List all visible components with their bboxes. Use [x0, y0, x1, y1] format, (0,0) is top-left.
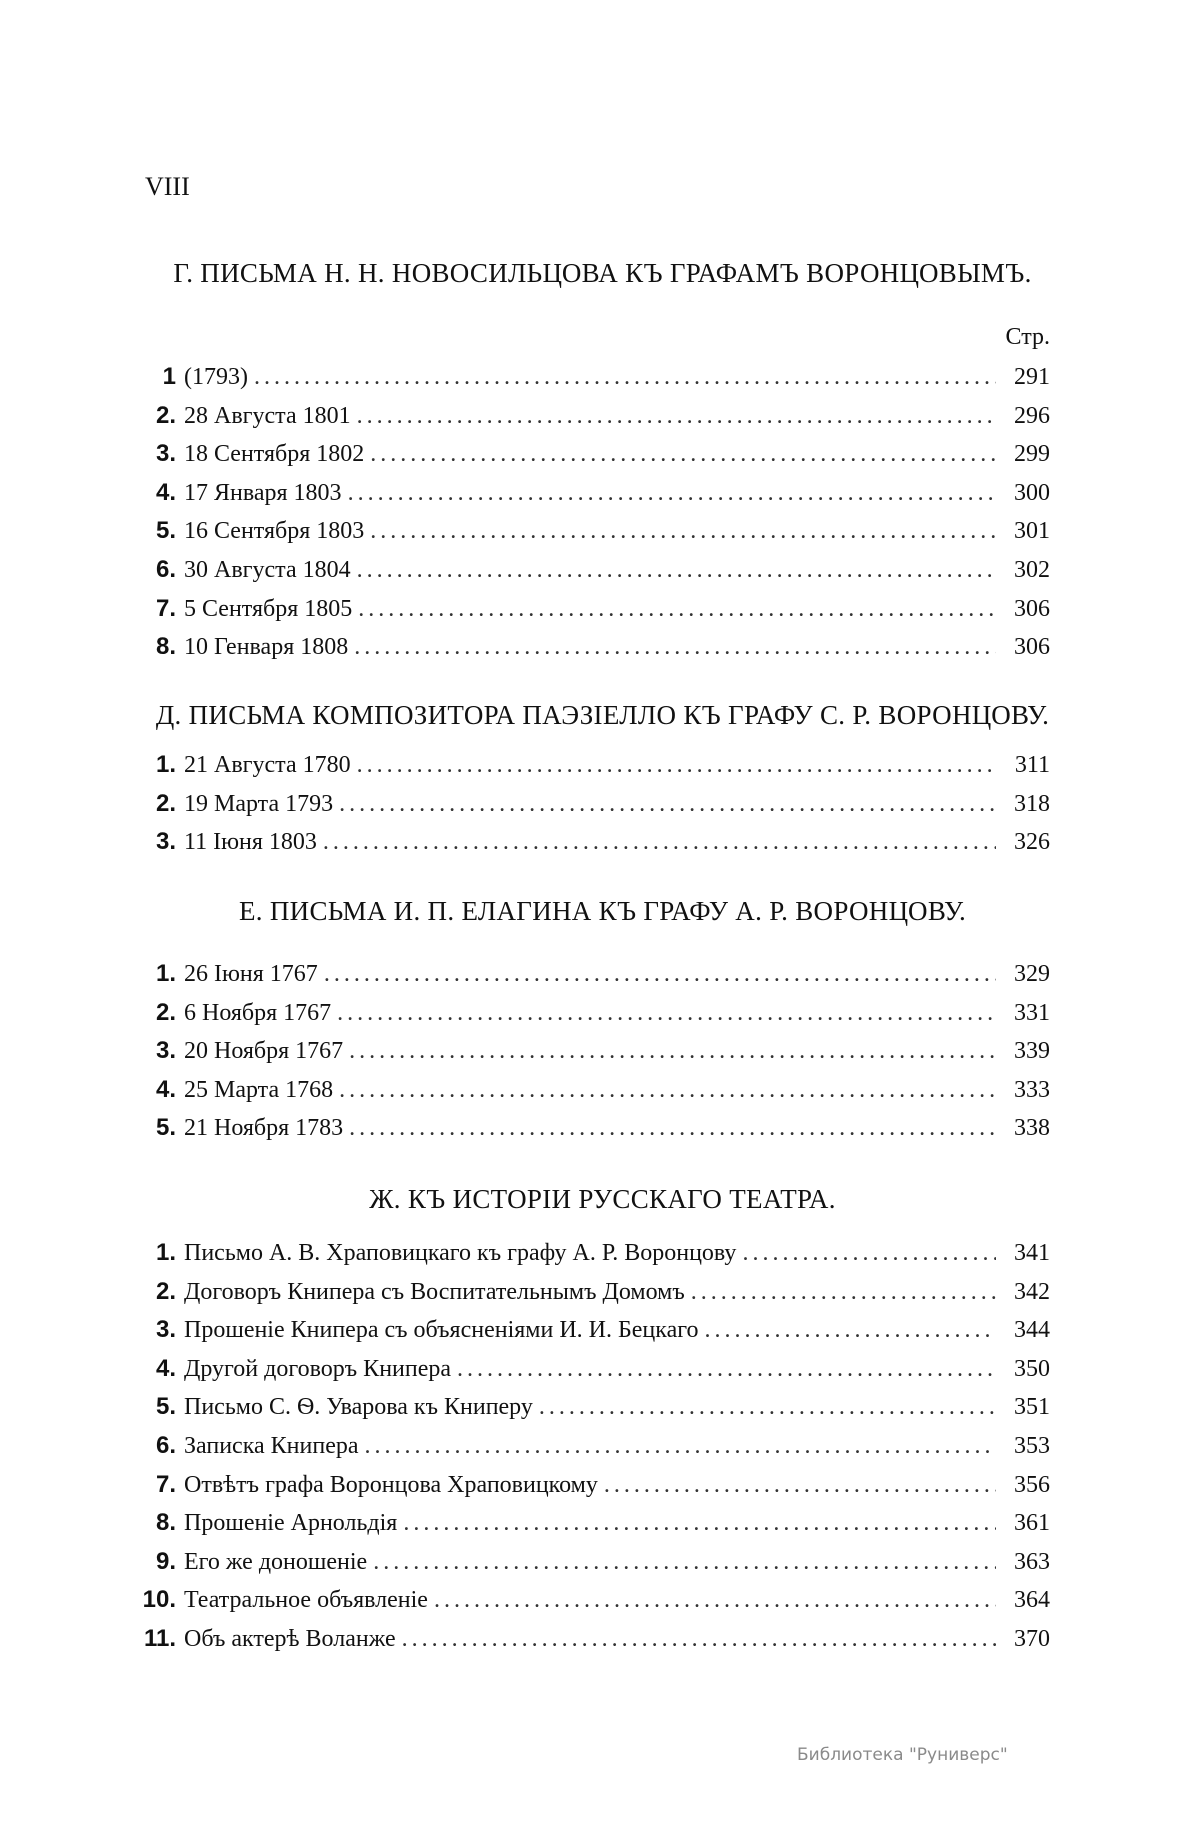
- entry-number: 8.: [155, 1509, 176, 1537]
- entry-page: 361: [1014, 1510, 1050, 1537]
- toc-entry: [130, 1427, 1050, 1466]
- entry-number: 3.: [155, 828, 176, 856]
- toc-entry: [130, 474, 1050, 513]
- toc-entry: [130, 1071, 1050, 1110]
- entry-title: Театральное объявленіе: [184, 1587, 428, 1614]
- dot-leader: [357, 747, 996, 785]
- toc-entry: [130, 1620, 1050, 1659]
- entry-number: 6.: [155, 555, 176, 583]
- entry-page: 363: [1014, 1548, 1050, 1575]
- entry-title: 20 Ноября 1767: [184, 1038, 344, 1065]
- entry-title: 16 Сентября 1803: [184, 518, 365, 545]
- dot-leader: [742, 1234, 996, 1273]
- entry-number: 1.: [155, 751, 176, 778]
- entry-title: 21 Ноября 1783: [184, 1115, 344, 1142]
- dot-leader: [457, 1350, 996, 1389]
- entry-page: 296: [1014, 402, 1050, 429]
- entry-title: (1793): [184, 364, 248, 390]
- entry-number: 1: [162, 363, 176, 390]
- entry-page: 302: [1014, 556, 1050, 583]
- dot-leader: [354, 629, 996, 667]
- dot-leader: [539, 1388, 996, 1427]
- entry-number: 5.: [155, 1114, 176, 1142]
- toc-entry: [130, 823, 1050, 862]
- page-number: VIII: [145, 172, 190, 201]
- dot-leader: [704, 1311, 996, 1350]
- entry-title: Другой договоръ Книпера: [184, 1355, 452, 1382]
- dot-leader: [349, 1033, 996, 1071]
- entry-title: 6 Ноября 1767: [184, 999, 332, 1026]
- section-title-g: Г. ПИСЬМА Н. Н. НОВОСИЛЬЦОВА КЪ ГРАФАМЪ ВОРОНЦОВЫМЪ.: [173, 258, 1032, 288]
- toc-entry: [130, 1581, 1050, 1620]
- entry-title: Его же доношеніе: [184, 1548, 368, 1575]
- entry-title: Прошеніе Арнольдія: [184, 1510, 398, 1537]
- entry-number: 4.: [155, 1075, 176, 1103]
- entry-title: 26 Іюня 1767: [184, 961, 318, 987]
- toc-entry: [130, 1388, 1050, 1427]
- toc-entry: [130, 628, 1050, 667]
- entry-page: 326: [1014, 829, 1050, 856]
- entry-page: 318: [1014, 790, 1050, 817]
- entry-number: 6.: [155, 1431, 176, 1459]
- dot-leader: [691, 1273, 996, 1312]
- page-column-label: Стр.: [1005, 324, 1050, 350]
- entry-page: 350: [1014, 1355, 1050, 1382]
- entry-title: Договоръ Книпера съ Воспитательнымъ Домомъ: [184, 1278, 685, 1305]
- dot-leader: [403, 1504, 996, 1543]
- dot-leader: [337, 995, 996, 1033]
- toc-entry: [130, 1273, 1050, 1312]
- entry-page: 370: [1014, 1625, 1050, 1652]
- toc-entry: [130, 397, 1050, 436]
- entry-title: 25 Марта 1768: [184, 1076, 334, 1103]
- entry-number: 3.: [155, 1316, 176, 1344]
- toc-entry: [130, 1234, 1050, 1273]
- entry-number: 11.: [143, 1624, 176, 1652]
- toc-entry: [130, 358, 1050, 397]
- toc-entry: [130, 1466, 1050, 1505]
- entry-number: 2.: [155, 789, 176, 817]
- entry-title: 28 Августа 1801: [184, 402, 351, 429]
- entry-number: 5.: [155, 1393, 176, 1421]
- toc-entry: [130, 512, 1050, 551]
- entry-page: 353: [1014, 1432, 1050, 1459]
- entry-number: 4.: [155, 478, 176, 506]
- entry-page: 301: [1014, 518, 1050, 545]
- section-title-d: Д. ПИСЬМА КОМПОЗИТОРА ПАЭЗІЕЛЛО КЪ ГРАФУ С. Р. ВОРОНЦОВУ.: [155, 700, 1050, 730]
- section-list-zh: [130, 1234, 1050, 1659]
- entry-title: Письмо С. Ѳ. Уварова къ Книперу: [184, 1394, 533, 1421]
- dot-leader: [604, 1466, 996, 1505]
- entry-title: 5 Сентября 1805: [184, 595, 353, 622]
- entry-number: 5.: [155, 517, 176, 545]
- entry-page: 329: [1014, 961, 1050, 987]
- entry-number: 1.: [155, 960, 176, 987]
- entry-title: 19 Марта 1793: [184, 790, 334, 817]
- entry-number: 7.: [155, 594, 176, 622]
- dot-leader: [324, 956, 996, 994]
- entry-number: 8.: [155, 633, 176, 661]
- section-title-zh: Ж. КЪ ИСТОРІИ РУССКАГО ТЕАТРА.: [369, 1184, 836, 1214]
- entry-page: 306: [1014, 595, 1050, 622]
- entry-number: 2.: [155, 1277, 176, 1305]
- entry-number: 1.: [155, 1239, 176, 1266]
- entry-page: 299: [1014, 441, 1050, 468]
- section-title-e: Е. ПИСЬМА И. П. ЕЛАГИНА КЪ ГРАФУ А. Р. ВОРОНЦОВУ.: [238, 896, 967, 926]
- toc-entry: [130, 955, 1050, 994]
- dot-leader: [365, 1427, 997, 1466]
- entry-title: 21 Августа 1780: [184, 752, 351, 778]
- entry-title: 11 Іюня 1803: [184, 829, 317, 856]
- entry-title: 18 Сентября 1802: [184, 441, 365, 468]
- toc-entry: [130, 994, 1050, 1033]
- section-list-d: [130, 746, 1050, 862]
- toc-entry: [130, 1032, 1050, 1071]
- entry-page: 356: [1014, 1471, 1050, 1498]
- dot-leader: [370, 513, 996, 551]
- toc-entry: [130, 785, 1050, 824]
- entry-page: 351: [1014, 1394, 1050, 1421]
- entry-title: 17 Января 1803: [184, 479, 342, 506]
- entry-page: 300: [1014, 479, 1050, 506]
- toc-entry: [130, 1311, 1050, 1350]
- dot-leader: [357, 552, 996, 590]
- entry-page: 341: [1014, 1240, 1050, 1266]
- dot-leader: [323, 824, 996, 862]
- toc-entry: [130, 1109, 1050, 1148]
- dot-leader: [402, 1620, 996, 1659]
- entry-page: 311: [1014, 752, 1050, 778]
- dot-leader: [357, 398, 996, 436]
- entry-page: 342: [1014, 1278, 1050, 1305]
- dot-leader: [358, 591, 996, 629]
- toc-entry: [130, 590, 1050, 629]
- entry-page: 344: [1014, 1317, 1050, 1344]
- entry-page: 333: [1014, 1076, 1050, 1103]
- toc-entry: [130, 1543, 1050, 1582]
- section-list-e: [130, 955, 1050, 1148]
- entry-number: 9.: [155, 1547, 176, 1575]
- dot-leader: [348, 475, 996, 513]
- entry-number: 7.: [155, 1470, 176, 1498]
- entry-title: Записка Книпера: [184, 1432, 359, 1459]
- dot-leader: [370, 436, 996, 474]
- entry-page: 331: [1014, 999, 1050, 1026]
- entry-number: 2.: [155, 401, 176, 429]
- toc-entry: [130, 1350, 1050, 1389]
- dot-leader: [339, 1072, 996, 1110]
- entry-page: 339: [1014, 1038, 1050, 1065]
- entry-number: 10.: [142, 1586, 176, 1614]
- entry-number: 3.: [155, 1037, 176, 1065]
- entry-title: 30 Августа 1804: [184, 556, 351, 583]
- entry-title: 10 Генваря 1808: [184, 634, 349, 661]
- library-watermark: Библиотека "Руниверс": [797, 1745, 1008, 1765]
- toc-entry: [130, 435, 1050, 474]
- entry-number: 4.: [155, 1354, 176, 1382]
- dot-leader: [373, 1543, 996, 1582]
- entry-title: Прошеніе Книпера съ объясненіями И. И. Бецкаго: [184, 1317, 699, 1344]
- section-list-g: [130, 358, 1050, 667]
- entry-title: Письмо А. В. Храповицкаго къ графу А. Р. Воронцову: [184, 1240, 737, 1266]
- dot-leader: [254, 359, 996, 397]
- entry-page: 364: [1014, 1587, 1050, 1614]
- entry-page: 338: [1014, 1115, 1050, 1142]
- entry-page: 291: [1014, 364, 1050, 390]
- entry-title: Отвѣтъ графа Воронцова Храповицкому: [184, 1471, 598, 1498]
- entry-number: 3.: [155, 440, 176, 468]
- toc-entry: [130, 1504, 1050, 1543]
- dot-leader: [349, 1110, 996, 1148]
- entry-number: 2.: [155, 998, 176, 1026]
- entry-title: Объ актерѣ Воланже: [184, 1625, 396, 1652]
- dot-leader: [339, 786, 996, 824]
- toc-entry: [130, 746, 1050, 785]
- entry-page: 306: [1014, 634, 1050, 661]
- toc-entry: [130, 551, 1050, 590]
- dot-leader: [434, 1581, 996, 1620]
